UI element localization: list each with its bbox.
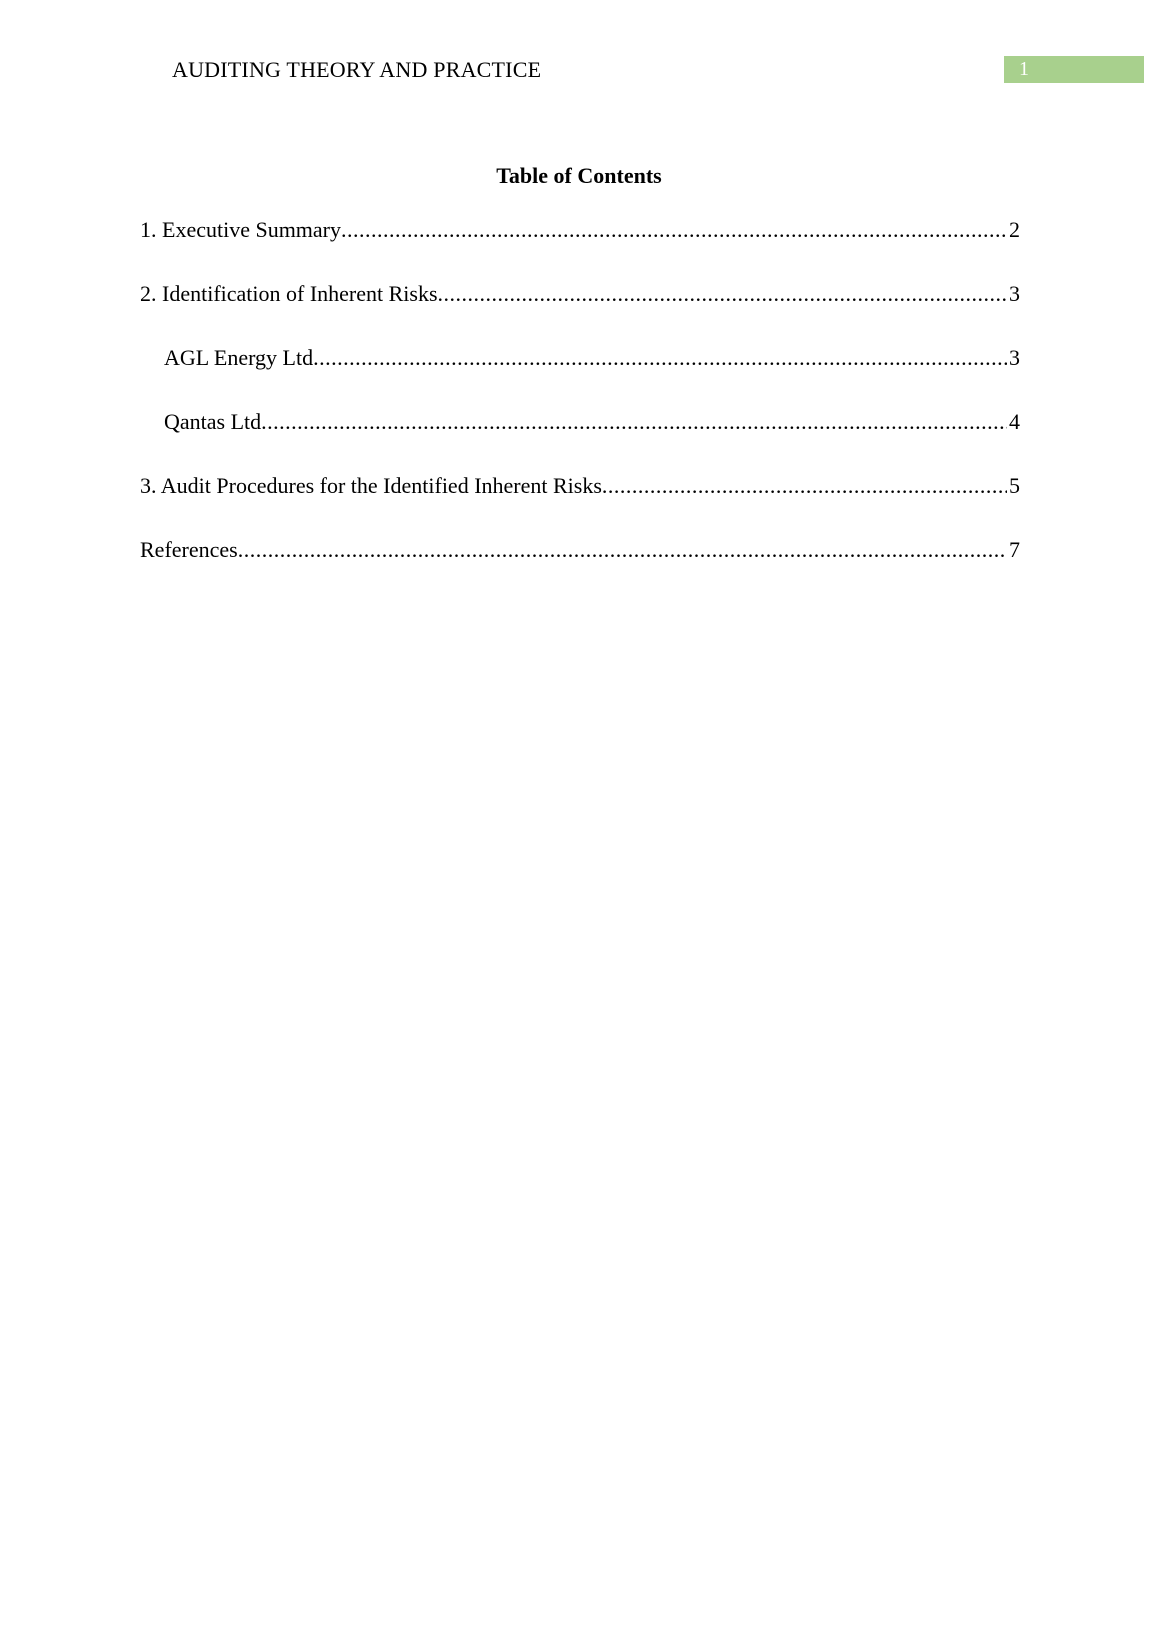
toc-entry-text: 1. Executive Summary [140,214,341,246]
toc-entry-page: 3 [1009,281,1020,306]
toc-link[interactable] [140,470,1020,502]
toc-entry-page: 4 [1009,409,1020,434]
toc-entry-inherent-risks[interactable] [140,278,1020,310]
running-header-title: AUDITING THEORY AND PRACTICE [172,57,542,82]
toc-leader-dots [313,342,1007,374]
toc-entry-page: 3 [1009,345,1020,370]
toc-link[interactable] [140,278,1020,310]
toc-leader-dots [261,406,1007,438]
toc-entry-audit-procedures[interactable] [140,470,1020,502]
toc-leader-dots [438,278,1007,310]
toc-entry-agl-energy[interactable] [140,342,1020,374]
toc-entry-page: 7 [1009,537,1020,562]
toc-entry-text: Qantas Ltd [164,406,261,438]
toc-entry-page: 5 [1009,473,1020,498]
toc-heading: Table of Contents [496,163,662,188]
toc-entry-executive-summary[interactable] [140,214,1020,246]
toc-leader-dots [238,534,1007,566]
toc-link[interactable] [164,342,1020,374]
toc-leader-dots [602,470,1007,502]
toc-entry-page: 2 [1009,217,1020,242]
toc-leader-dots [341,214,1007,246]
toc-link[interactable] [140,534,1020,566]
page-number-badge: 1 [1004,56,1144,83]
toc-entry-text: 2. Identification of Inherent Risks [140,278,438,310]
toc-entry-qantas[interactable] [140,406,1020,438]
toc-entry-text: References [140,534,238,566]
table-of-contents [140,214,1020,598]
toc-link[interactable] [164,406,1020,438]
toc-entry-references[interactable] [140,534,1020,566]
toc-link[interactable] [140,214,1020,246]
toc-entry-text: AGL Energy Ltd [164,342,313,374]
toc-entry-text: 3. Audit Procedures for the Identified Inherent Risks [140,470,602,502]
